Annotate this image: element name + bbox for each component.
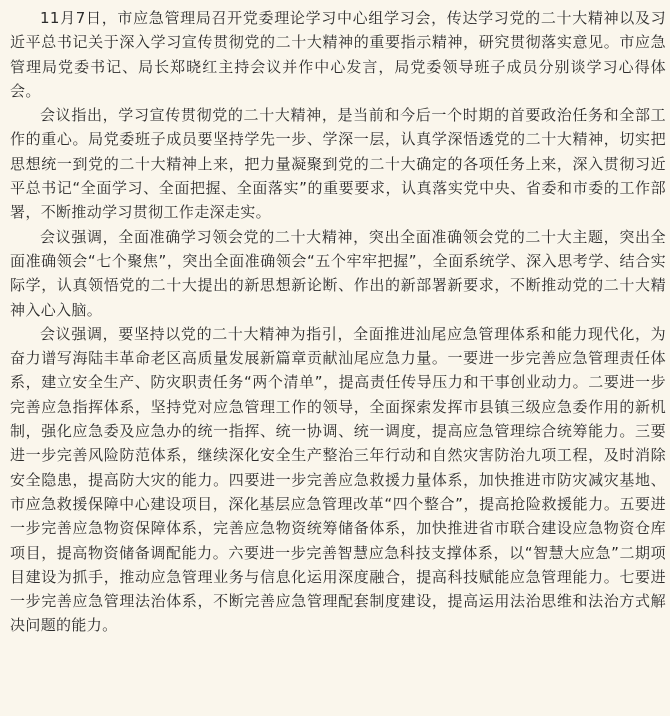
paragraph-meeting-pointed-out: 会议指出，学习宣传贯彻党的二十大精神，是当前和今后一个时期的首要政治任务和全部工作的重心。局党委班子成员要坚持学先一步、学深一层，认真学深悟透党的二十大精神，切实把思想统一到党的二十大精神上来，把力量凝聚到党的二十大确定的各项任务上来，深入贯彻习近平总书记“全面学习、全面把握、全面落实”的重要要求，认真落实党中央、省委和市委的工作部署，不断推动学习贯彻工作走深走实。 xyxy=(10,106,666,222)
paragraph-meeting-emphasized-system: 会议强调，要坚持以党的二十大精神为指引，全面推进汕尾应急管理体系和能力现代化，为奋力谱写海陆丰革命老区高质量发展新篇章贡献汕尾应急力量。一要进一步完善应急管理责任体系，建立安全生产、防灾职责任务“两个清单”，提高责任传导压力和干事创业动力。二要进一步完善应急指挥体系，坚持党对应急管理工作的领导，全面探索发挥市县镇三级应急委作用的新机制，强化应急委及应急办的统一指挥、统一协调、统一调度，提高应急管理综合统筹能力。三要进一步完善风险防范体系，继续深化安全生产整治三年行动和自然灾害防治九项工程，及时消除安全隐患，提高防大灾的能力。四要进一步完善应急救援力量体系，加快推进市防灾减灾基地、市应急救援保障中心建设项目，深化基层应急管理改革“四个整合”，提高抢险救援能力。五要进一步完善应急物资保障体系，完善应急物资统筹储备体系，加快推进省市联合建设应急物资仓库项目，提高物资储备调配能力。六要进一步完善智慧应急科技支撑体系，以“智慧大应急”二期项目建设为抓手，推动应急管理业务与信息化运用深度融合，提高科技赋能应急管理能力。七要进一步完善应急管理法治体系，不断完善应急管理配套制度建设，提高运用法治思维和法治方式解决问题的能力。 xyxy=(10,324,666,635)
paragraph-meeting-emphasized-study: 会议强调，全面准确学习领会党的二十大精神，突出全面准确领会党的二十大主题，突出全面准确领会“七个聚焦”，突出全面准确领会“五个牢牢把握”，全面系统学、深入思考学、结合实际学，认真领悟党的二十大提出的新思想新论断、作出的新部署新要求，不断推动党的二十大精神入心入脑。 xyxy=(10,227,666,319)
paragraph-meeting-intro: 11月7日，市应急管理局召开党委理论学习中心组学习会，传达学习党的二十大精神以及习近平总书记关于深入学习宣传贯彻党的二十大精神的重要指示精神，研究贯彻落实意见。市应急管理局党委书记、局长郑晓红主持会议并作中心发言，局党委领导班子成员分别谈学习心得体会。 xyxy=(10,9,666,100)
